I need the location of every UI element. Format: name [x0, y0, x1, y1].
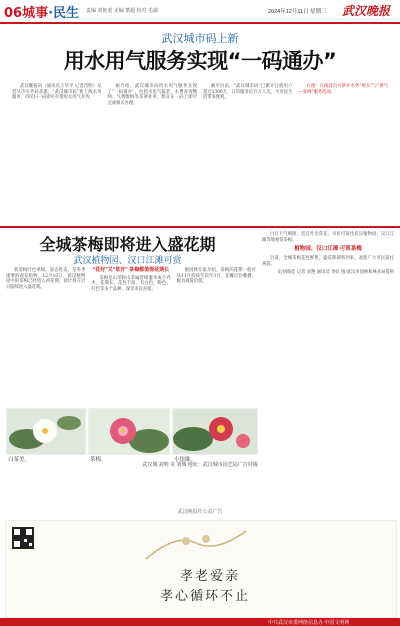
section-title: 06城事·民生: [4, 6, 80, 21]
article2-byline: 文/胡萌佳 记者 刘艳 通讯员 李虹 图/武汉市园林和林业局提供: [276, 269, 394, 275]
photo-caption: 茶梅。: [90, 457, 107, 463]
article2-right-subtitle: 植物园、汉口江滩 可赏茶梅: [294, 246, 362, 253]
article1-kicker: 武汉城市码上新: [161, 33, 239, 45]
article1-paragraph: 据介绍，武汉城市码用水用气服务实现了“一码通办”，包括水电气报装、水费查询缴纳、气费缴纳等多项业务，群众在一码上即可完成相关办理。: [107, 84, 197, 107]
article2-paragraph: 目前，全城茶梅花色鲜艳，盛花期即将到来，欢迎广大市民前往观赏。: [262, 256, 394, 267]
footer-text: 中共武汉市委网络信息办 中国文明网: [268, 620, 350, 626]
article2-paragraph: 白日天气晴朗，适宜外出赏花，市民可前往武汉植物园、汉口江滩等地观赏茶梅。: [262, 232, 394, 243]
photo-red-camellia: [172, 408, 258, 455]
article1-caption: 右图：在线首页可新开水务“用水”与“供气—张网”服务选项。: [298, 84, 388, 95]
ad-label: 武汉晚报社公益广告: [177, 509, 223, 515]
photo-white-camellia: [6, 408, 86, 455]
article2-paragraph: 据园林专家介绍，茶梅的花期一般可从11月持续至次年3月，花瓣层层叠叠，极具观赏价值。: [176, 268, 256, 285]
photo-caption: 小纽维。: [174, 457, 197, 463]
credits-line: 武汉城 刘明 美 刘城 地址：武汉城市园艺局广告屏墙: [142, 462, 258, 468]
qr-code-icon: [12, 527, 34, 549]
article2-right-column: [262, 232, 394, 454]
article2-headline: 全城茶梅即将进入盛花期: [39, 235, 216, 254]
article1-paragraph: 截至目前，“武汉城市码”已累计注册用户超过1300万，日均服务近百万人次，为市民生活带来便利。: [203, 84, 293, 101]
article2-body: [6, 268, 256, 406]
ad-slogan-line2: 孝心循环不止: [160, 589, 251, 604]
article2-paragraph: 新茶梅叶色翠绿，姿态优美，是冬季重要的观花植物。12月10日，武汉植物园中的茶梅已经进入初花期，预计将在近日陆续进入盛花期。: [6, 268, 86, 291]
photo-caption: 白茶美。: [8, 457, 31, 463]
ad-slogan-line1: 孝老爱亲: [180, 569, 241, 584]
ad-illustration: [136, 523, 256, 561]
photo-pink-camellia: [88, 408, 170, 455]
article1-paragraph: 武汉晚报讯（通讯员王华平 记者肖明）记者从市水务局获悉，“武汉城市码”新上线水务服务，市民扫一码即可办理用水用气业务。: [12, 84, 102, 101]
issue-date: 2024年12月11日 星期三: [268, 9, 327, 15]
article1-body: [12, 84, 388, 222]
page-header: [0, 0, 400, 24]
section-divider: [0, 226, 400, 228]
newspaper-logo: 武汉晚报: [342, 4, 391, 18]
article2-paragraph: 茶梅是山茶科山茶属常绿灌木或小乔木，花期长，花色丰富，有白色、粉色、红色等多个品种，深受市民喜爱。: [91, 275, 171, 293]
article1-headline: 用水用气服务实现“一码通办”: [63, 49, 337, 73]
editors-line: 责编 刘艳蕾 美编 董超 校对 毛敏: [86, 8, 158, 14]
article2-subhead: 武汉植物园、汉口江滩可赏: [73, 255, 182, 265]
article2-subtitle: “花好”又“常开” 茶梅都值得花期长: [92, 267, 170, 273]
